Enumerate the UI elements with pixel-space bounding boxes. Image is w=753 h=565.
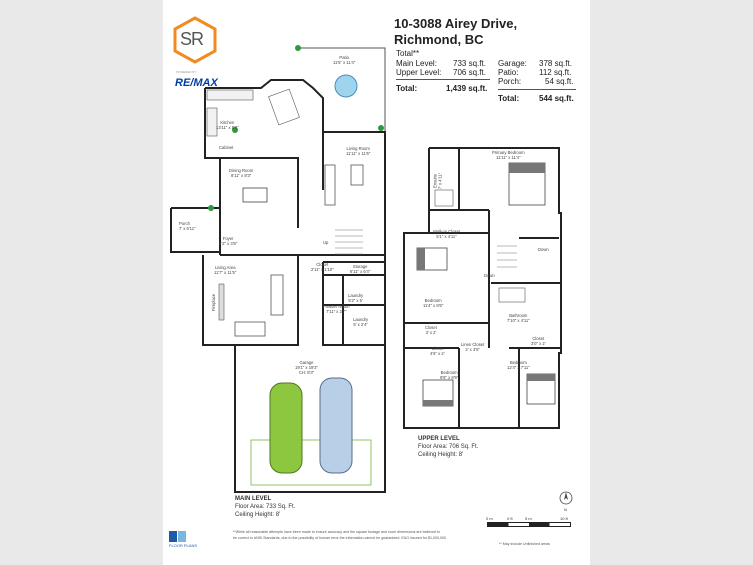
living-area-label: Living Area 11'7" x 11'5" bbox=[214, 265, 237, 275]
powder-room-label: Powder Room 7'11" x 2'7" bbox=[323, 304, 350, 314]
cabinet-label: Cabinet bbox=[219, 145, 234, 150]
north-arrow-icon bbox=[559, 490, 573, 508]
right-total-value: 544 sq.ft. bbox=[539, 94, 574, 103]
remax-logo-text: RE/MAX bbox=[175, 77, 218, 89]
foyer-label: Foyer 8'2" x 3'6" bbox=[219, 236, 238, 246]
address-line-2: Richmond, BC bbox=[394, 32, 484, 47]
powered-by-text: POWERED BY bbox=[176, 70, 197, 74]
bedroom-2-label: Bedroom 9'8" x 8'9" bbox=[440, 370, 459, 380]
porch-value: 54 sq.ft. bbox=[545, 77, 574, 86]
living-room-label: Living Room 11'11" x 11'6" bbox=[346, 146, 371, 156]
disclaimer-line-3: ** May include Unfinished areas bbox=[499, 542, 550, 546]
garage-label: Garage: bbox=[498, 59, 527, 68]
main-level-title: MAIN LEVEL bbox=[235, 496, 272, 502]
floor-plan-sheet bbox=[163, 0, 590, 565]
main-level-value: 733 sq.ft. bbox=[453, 59, 486, 68]
garage-value: 378 sq.ft. bbox=[539, 59, 572, 68]
stairs-down-label-2: Down bbox=[484, 273, 495, 278]
main-level-label: Main Level: bbox=[396, 59, 437, 68]
porch-label: Porch 7' x 6'11" bbox=[179, 221, 196, 231]
scale-tick-0ft: 0 ft bbox=[507, 516, 513, 521]
bc-floor-plans-logo bbox=[169, 530, 198, 548]
stairs-down-label-1: Down bbox=[538, 247, 549, 252]
upper-level-floor-area: Floor Area: 706 Sq. Ft. bbox=[418, 444, 479, 450]
patio-value: 112 sq.ft. bbox=[539, 68, 572, 77]
bc-floor-plans-text: FLOOR PLANS bbox=[169, 543, 198, 548]
laundry-label: Laundry 5'2" x 5' bbox=[348, 293, 364, 303]
dining-room-label: Dining Room 8'11" x 8'3" bbox=[229, 168, 254, 178]
dining-table-icon bbox=[243, 188, 267, 202]
laundry-2-label: Laundry 5' x 2'4" bbox=[353, 317, 369, 327]
closet-label: Closet 2'11" x 1'10" bbox=[311, 262, 334, 272]
patio-label: Patio: bbox=[498, 68, 519, 77]
primary-bedroom-label: Primary Bedroom 11'11" x 11'4" bbox=[492, 150, 525, 160]
address-line-1: 10-3088 Airey Drive, bbox=[394, 16, 518, 31]
upper-level-title: UPPER LEVEL bbox=[418, 436, 460, 442]
storage-label: Storage 6'11" x 6'4" bbox=[350, 264, 371, 274]
porch-label: Porch: bbox=[498, 77, 522, 86]
car-left-icon bbox=[270, 383, 302, 473]
bc-logo-icon bbox=[169, 531, 187, 543]
patio-table-icon bbox=[335, 75, 357, 97]
scale-bar bbox=[487, 522, 571, 527]
disclaimer-line-1: **While all reasonable attempts have been made to ensure accuracy and the square footage and room dimensions are believed to bbox=[233, 530, 440, 534]
summary-divider-left bbox=[396, 79, 490, 80]
fireplace-label: Fireplace bbox=[211, 293, 217, 312]
upper-level-plan bbox=[399, 138, 569, 438]
closet-2-label: Closet 3'0" x 2' bbox=[531, 336, 546, 346]
scale-tick-0m: 0 m bbox=[486, 516, 493, 521]
walk-in-closet-label: Walk-In Closet 5'1" x 4'11" bbox=[433, 229, 461, 239]
car-right-icon bbox=[320, 378, 352, 473]
logo-initials: SR bbox=[180, 29, 204, 49]
patio-label: Patio 11'5" x 11'4" bbox=[333, 55, 356, 65]
closet-3-label: Closet 4'6" x 2' bbox=[430, 346, 445, 356]
left-total-label: Total: bbox=[396, 84, 418, 93]
scale-tick-10ft: 10 ft bbox=[560, 516, 568, 521]
total-label: Total** bbox=[396, 49, 420, 58]
closet-1-label: Closet 3' x 2' bbox=[425, 325, 437, 335]
upper-level-value: 706 sq.ft. bbox=[453, 68, 486, 77]
bathroom-label: Bathroom 7'10" x 4'11" bbox=[507, 313, 530, 323]
bedroom-3-label: Bedroom 12'4" x 7'11" bbox=[507, 360, 530, 370]
ensuite-label: Ensuite 7' x 4'11" bbox=[432, 172, 443, 190]
main-level-ceiling: Ceiling Height: 8' bbox=[235, 512, 281, 518]
main-level-floor-area: Floor Area: 733 Sq. Ft. bbox=[235, 504, 296, 510]
scale-tick-5m: 5 m bbox=[525, 516, 532, 521]
garage-label: Garage 19'1" x 19'3" CH: 8'3" bbox=[295, 360, 318, 375]
upper-level-ceiling: Ceiling Height: 8' bbox=[418, 452, 464, 458]
north-label: N bbox=[564, 507, 567, 512]
stairs-up-label: Up bbox=[323, 240, 329, 245]
left-total-value: 1,439 sq.ft. bbox=[446, 84, 488, 93]
disclaimer-line-2: be correct to ANSI Standards, due to the possibility of human error the information cannot be guaranteed. E&O insured for $1,000,000 bbox=[233, 536, 446, 540]
upper-level-label: Upper Level: bbox=[396, 68, 442, 77]
right-total-label: Total: bbox=[498, 94, 520, 103]
linen-closet-label: Linen Closet 2' x 3'5" bbox=[461, 342, 485, 352]
summary-divider-right bbox=[498, 89, 576, 90]
kitchen-label: Kitchen 13'11" x 8'8" bbox=[216, 120, 239, 130]
bedroom-1-label: Bedroom 11'4" x 8'6" bbox=[423, 298, 444, 308]
